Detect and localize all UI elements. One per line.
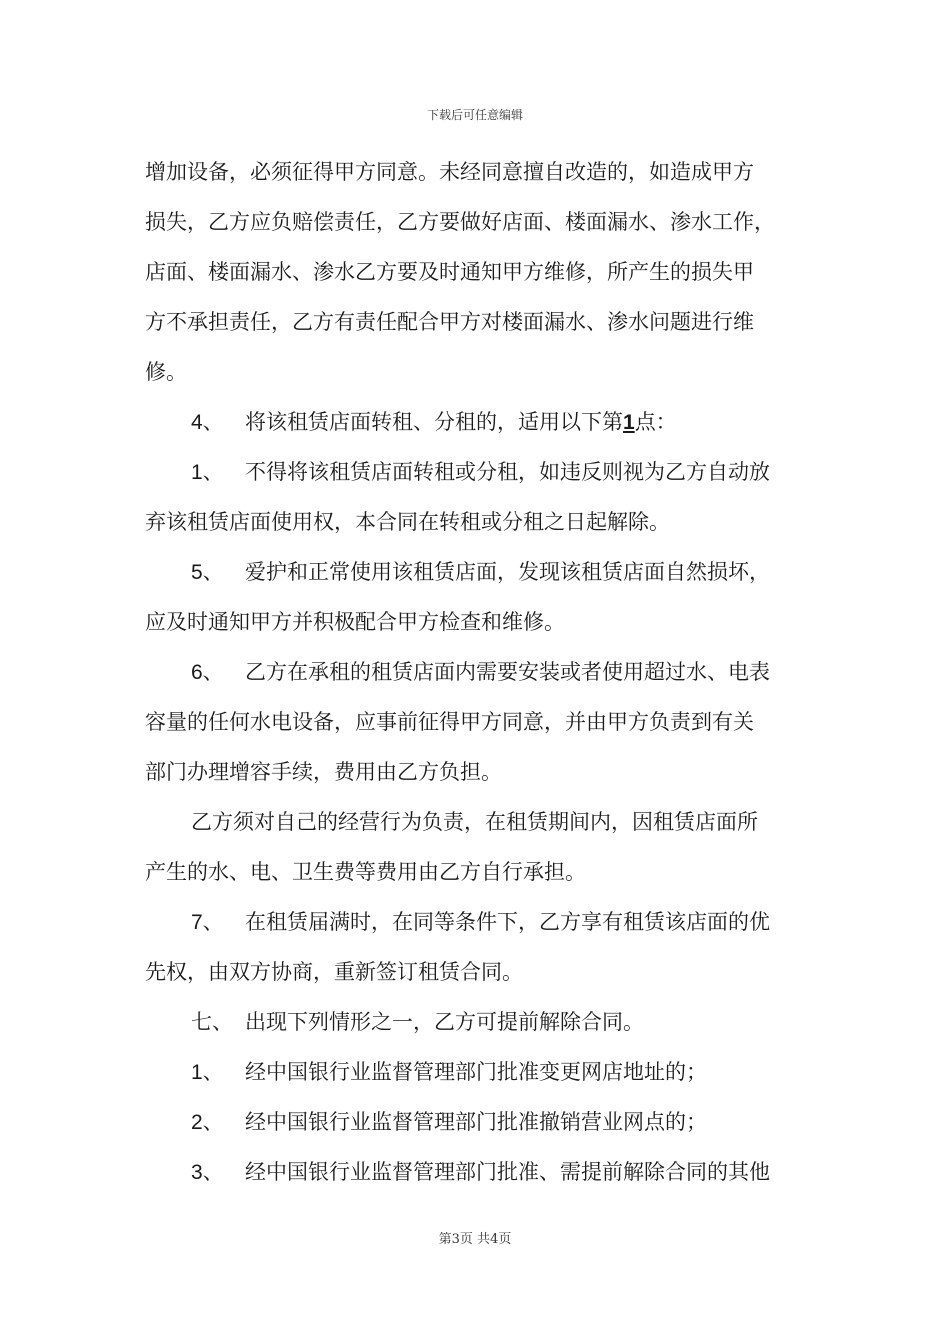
clause-number: 7、 — [191, 911, 224, 934]
clause-6 — [145, 647, 815, 697]
footer-prefix: 第 — [438, 1232, 452, 1247]
clause-text: 经中国银行业监督管理部门批准变更网店地址的； — [245, 1060, 707, 1084]
page-header: 下载后可任意编辑 — [426, 108, 523, 122]
text-line: 先权，由双方协商，重新签订租赁合同。 — [145, 960, 523, 984]
clause-number: 1、 — [191, 1061, 224, 1084]
page-total: 4 — [490, 1232, 499, 1247]
document-body — [145, 147, 815, 1197]
section-7-item-1 — [145, 1047, 815, 1097]
clause-text: 点： — [634, 410, 677, 434]
text-line: 弃该租赁店面使用权，本合同在转租或分租之日起解除。 — [145, 510, 670, 534]
clause-number: 5、 — [191, 561, 224, 584]
text-line: 店面、楼面漏水、渗水乙方要及时通知甲方维修，所产生的损失甲 — [145, 260, 754, 284]
section-7-item-2 — [145, 1097, 815, 1147]
clause-5 — [145, 547, 815, 597]
fee-paragraph: 乙方须对自己的经营行为负责，在租赁期间内，因租赁店面所 — [191, 810, 758, 834]
page-number: 3 — [451, 1232, 460, 1247]
clause-text: 经中国银行业监督管理部门批准撤销营业网点的； — [245, 1110, 707, 1134]
clause-choice: 1 — [623, 411, 635, 434]
clause-text: 爱护和正常使用该租赁店面，发现该租赁店面自然损坏， — [245, 560, 770, 584]
section-7 — [145, 997, 815, 1047]
clause-number: 1、 — [191, 461, 224, 484]
page-footer — [0, 1228, 950, 1247]
clause-4-1 — [145, 447, 815, 497]
section-number: 七、 — [191, 1011, 233, 1034]
clause-7 — [145, 897, 815, 947]
clause-text: 经中国银行业监督管理部门批准、需提前解除合同的其他 — [245, 1160, 770, 1184]
clause-text: 乙方在承租的租赁店面内需要安装或者使用超过水、电表 — [245, 660, 770, 684]
clause-text: 不得将该租赁店面转租或分租，如违反则视为乙方自动放 — [245, 460, 770, 484]
clause-4 — [145, 397, 815, 447]
text-line: 部门办理增容手续，费用由乙方负担。 — [145, 760, 502, 784]
clause-text: 将该租赁店面转租、分租的，适用以下第 — [245, 410, 623, 434]
footer-mid: 页 共 — [459, 1232, 491, 1247]
clause-text: 在租赁届满时，在同等条件下，乙方享有租赁该店面的优 — [245, 910, 770, 934]
text-line: 应及时通知甲方并积极配合甲方检查和维修。 — [145, 610, 565, 634]
text-line: 损失，乙方应负赔偿责任，乙方要做好店面、楼面漏水、渗水工作， — [145, 210, 775, 234]
section-text: 出现下列情形之一，乙方可提前解除合同。 — [245, 1010, 644, 1034]
text-line: 产生的水、电、卫生费等费用由乙方自行承担。 — [145, 860, 586, 884]
clause-number: 3、 — [191, 1161, 224, 1184]
clause-number: 6、 — [191, 661, 224, 684]
clause-number: 4、 — [191, 411, 224, 434]
text-line: 方不承担责任，乙方有责任配合甲方对楼面漏水、渗水问题进行维 — [145, 310, 754, 334]
text-line: 容量的任何水电设备，应事前征得甲方同意，并由甲方负责到有关 — [145, 710, 754, 734]
text-line: 增加设备，必须征得甲方同意。未经同意擅自改造的，如造成甲方 — [145, 160, 754, 184]
text-line: 修。 — [145, 360, 187, 384]
clause-number: 2、 — [191, 1111, 224, 1134]
section-7-item-3 — [145, 1147, 815, 1197]
footer-suffix: 页 — [498, 1232, 512, 1247]
